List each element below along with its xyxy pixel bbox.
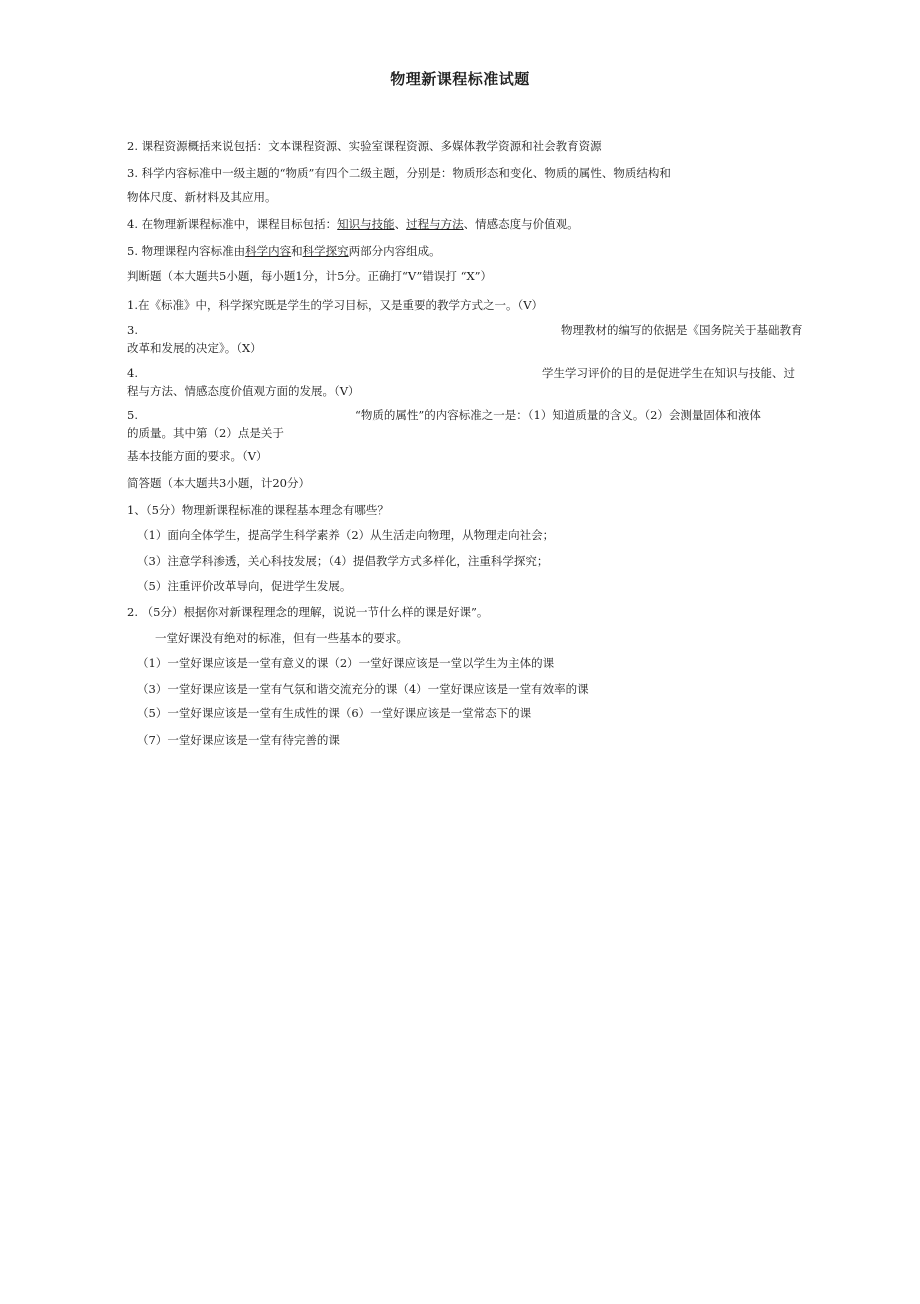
judge-item-3-number: 3.	[127, 323, 138, 337]
item-4-suffix: 、情感态度与价值观。	[463, 217, 579, 231]
short-answer-section-header: 简答题（本大题共3小题，计20分）	[127, 476, 310, 490]
item-4	[127, 217, 579, 231]
item-5-answer-1: 科学内容	[245, 244, 292, 258]
short-question-2-intro: 一堂好课没有绝对的标准，但有一些基本的要求。	[155, 631, 408, 645]
item-3: 3. 科学内容标准中一级主题的“物质”有四个二级主题，分别是：物质形态和变化、物质的属性、物质结构和	[127, 166, 671, 180]
judge-item-3-text: 物理教材的编写的依据是《国务院关于基础教育	[561, 323, 803, 337]
judge-item-5-continued-2: 基本技能方面的要求。（V）	[127, 449, 268, 463]
item-5-mid: 和	[291, 244, 303, 258]
short-question-2-answer-a: （1）一堂好课应该是一堂有意义的课（2）一堂好课应该是一堂以学生为主体的课	[137, 656, 555, 670]
short-question-1: 1、（5分）物理新课程标准的课程基本理念有哪些？	[127, 503, 389, 517]
judge-item-4-continued: 程与方法、情感态度价值观方面的发展。（V）	[127, 384, 360, 398]
item-4-answer-1: 知识与技能	[337, 217, 395, 231]
item-5-prefix: 5. 物理课程内容标准由	[127, 244, 246, 258]
short-question-2-answer-c: （5）一堂好课应该是一堂有生成性的课（6）一堂好课应该是一堂常态下的课	[137, 706, 532, 720]
judge-item-4-number: 4.	[127, 366, 138, 380]
judge-item-5-number: 5.	[127, 408, 138, 422]
short-question-2-answer-d: （7）一堂好课应该是一堂有待完善的课	[137, 733, 340, 747]
short-question-1-answer-a: （1）面向全体学生，提高学生科学素养（2）从生活走向物理，从物理走向社会；	[137, 528, 555, 542]
short-question-1-answer-c: （5）注重评价改革导向，促进学生发展。	[137, 579, 352, 593]
judge-item-5-text: “物质的属性”的内容标准之一是：（1）知道质量的含义。（2）会测量固体和液体	[355, 408, 761, 422]
item-5-suffix: 两部分内容组成。	[348, 244, 441, 258]
judge-item-5-continued: 的质量。其中第（2）点是关于	[127, 426, 284, 440]
item-5	[127, 244, 441, 258]
item-2: 2. 课程资源概括来说包括：文本课程资源、实验室课程资源、多媒体教学资源和社会教育资源	[127, 139, 602, 153]
item-4-answer-2: 过程与方法	[406, 217, 464, 231]
item-4-prefix: 4. 在物理新课程标准中，课程目标包括：	[127, 217, 338, 231]
item-4-separator: 、	[394, 217, 407, 231]
short-question-1-answer-b: （3）注意学科渗透，关心科技发展；（4）提倡教学方式多样化，注重科学探究；	[137, 554, 549, 568]
judge-item-1: 1.在《标准》中，科学探究既是学生的学习目标，又是重要的教学方式之一。（V）	[127, 298, 544, 312]
short-question-2-answer-b: （3）一堂好课应该是一堂有气氛和谐交流充分的课（4）一堂好课应该是一堂有效率的课	[137, 682, 589, 696]
short-question-2: 2. （5分）根据你对新课程理念的理解，说说一节什么样的课是好课”。	[127, 605, 489, 619]
page-title: 物理新课程标准试题	[390, 70, 530, 88]
judge-item-3-continued: 改革和发展的决定》。（X）	[127, 341, 262, 355]
judge-section-header: 判断题（本大题共5小题，每小题1分，计5分。正确打“V”错误打 “X”）	[127, 269, 493, 283]
item-3-continued: 物体尺度、新材料及其应用。	[127, 190, 277, 204]
item-5-answer-2: 科学探究	[302, 244, 349, 258]
judge-item-4-text: 学生学习评价的目的是促进学生在知识与技能、过	[542, 366, 795, 380]
